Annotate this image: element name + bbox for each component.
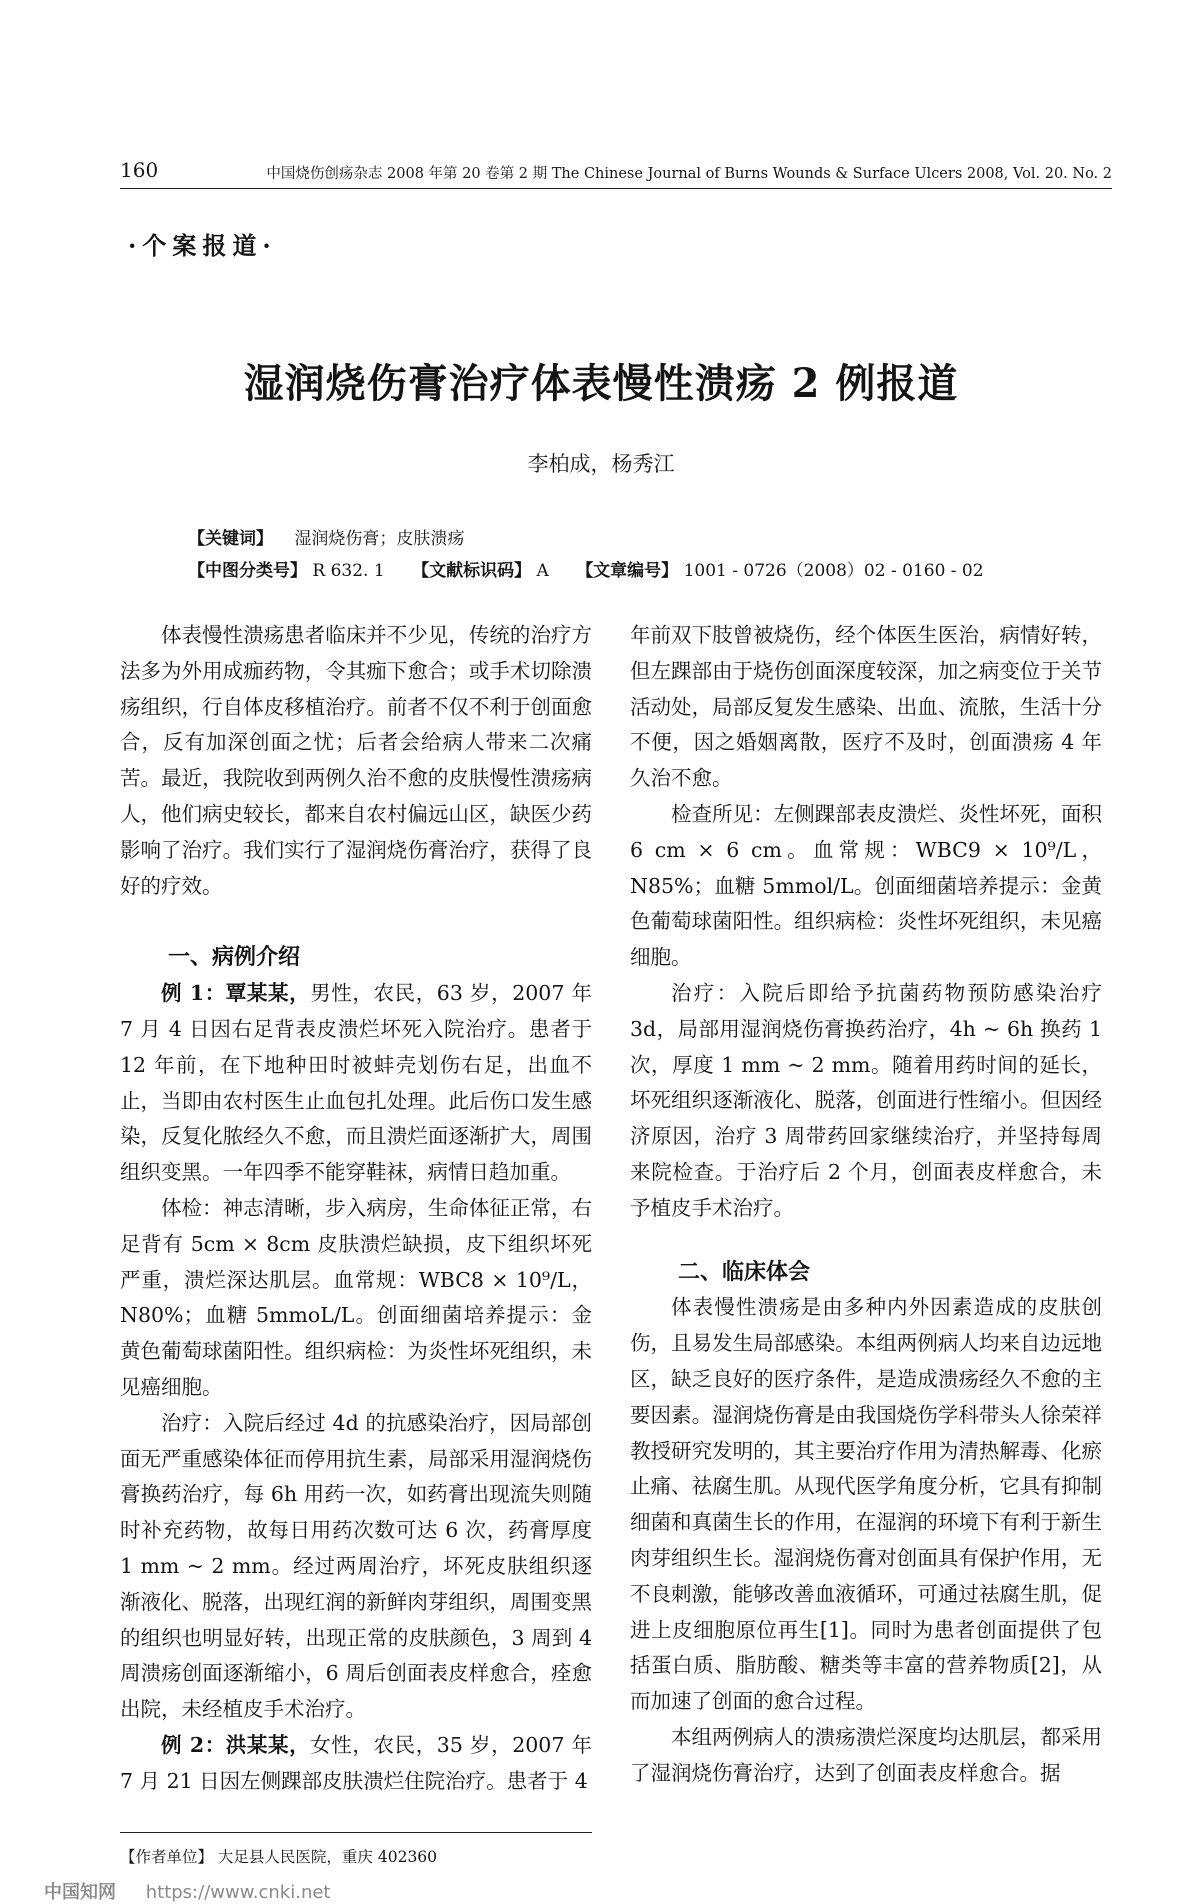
right-column [630, 618, 1102, 1792]
case2-lead: 例 2：洪某某， [161, 1732, 311, 1757]
case1-paragraph [120, 976, 592, 1191]
section-heading-discussion: 二、临床体会 [678, 1259, 811, 1285]
case2-paragraph [120, 1728, 592, 1800]
cnki-url: https://www.cnki.net [145, 1882, 331, 1903]
class-label: 【中图分类号】 [188, 561, 307, 581]
discussion-paragraph-2: 本组两例病人的溃疡溃烂深度均达肌层，都采用了湿润烧伤膏治疗，达到了创面表皮样愈合。据 [630, 1724, 1102, 1785]
article-title: 湿润烧伤膏治疗体表慢性溃疡 2 例报道 [243, 360, 959, 407]
treat2-paragraph: 治疗：入院后即给予抗菌药物预防感染治疗 3d，局部用湿润烧伤膏换药治疗，4h ~ 6h 换药 1 次，厚度 1 mm ~ 2 mm。随着用药时间的延长，坏死组织逐渐液化、脱落，创面进行性缩小。但因经济原因，治疗 3 周带药回家继续治疗，并坚持每周来院检查。于治疗后 2 个月，创面表皮样愈合，未予植皮手术治疗。 [630, 980, 1102, 1220]
discussion-paragraph-1: 体表慢性溃疡是由多种内外因素造成的皮肤创伤，且易发生局部感染。本组两例病人均来自边远地区，缺乏良好的医疗条件，是造成溃疡经久不愈的主要因素。湿润烧伤膏是由我国烧伤学科带头人徐荣祥教授研究发明的，其主要治疗作用为清热解毒、化瘀止痛、祛腐生肌。从现代医学角度分析，它具有抑制细菌和真菌生长的作用，在湿润的环境下有利于新生肉芽组织生长。湿润烧伤膏对创面具有保护作用，无不良刺激，能够改善血液循环，可通过祛腐生肌，促进上皮细胞原位再生[1]。同时为患者创面提供了包括蛋白质、脂肪酸、糖类等丰富的营养物质[2]，从而加速了创面的愈合过程。 [630, 1295, 1102, 1714]
intro-paragraph: 体表慢性溃疡患者临床并不少见，传统的治疗方法多为外用成痂药物，令其痂下愈合；或手术切除溃疡组织，行自体皮移植治疗。前者不仅不利于创面愈合，反有加深创面之忧；后者会给病人带来二次痛苦。最近，我院收到两例久治不愈的皮肤慢性溃疡病人，他们病史较长，都来自农村偏远山区，缺医少药影响了治疗。我们实行了湿润烧伤膏治疗，获得了良好的疗效。 [120, 623, 592, 898]
classification-line [188, 556, 984, 581]
running-header [120, 158, 1112, 189]
section-heading-cases: 一、病例介绍 [168, 945, 301, 971]
exam2-paragraph: 检查所见：左侧踝部表皮溃烂、炎性坏死，面积 6 cm × 6 cm。血常规：WBC9 × 10⁹/L，N85%；血糖 5mmol/L。创面细菌培养提示：金黄色葡萄球菌阳性。组织病检：炎性坏死组织，未见癌细胞。 [630, 801, 1102, 970]
keywords-line [188, 524, 464, 549]
journal-info: 中国烧伤创疡杂志 2008 年第 20 卷第 2 期 The Chinese Journal of Burns Wounds & Surface Ulcers 2008, Vol. 20. No. 2 [266, 166, 1112, 182]
exam1-paragraph: 体检：神志清晰，步入病房，生命体征正常，右足背有 5cm × 8cm 皮肤溃烂缺损，皮下组织坏死严重，溃烂深达肌层。血常规：WBC8 × 10⁹/L，N80%；血糖 5mmoL/L。创面细菌培养提示：金黄色葡萄球菌阳性。组织病检：为炎性坏死组织，未见癌细胞。 [120, 1195, 592, 1399]
case1-lead: 例 1：覃某某， [161, 981, 311, 1006]
doc-value: A [536, 561, 549, 581]
case2-continued: 年前双下肢曾被烧伤，经个体医生医治，病情好转，但左踝部由于烧伤创面深度较深，加之病变位于关节活动处，局部反复发生感染、出血、流脓，生活十分不便，因之婚姻离散，医疗不及时，创面溃疡 4 年久治不愈。 [630, 623, 1102, 791]
left-column [120, 618, 592, 1800]
cnki-logo: 中国知网 [44, 1882, 116, 1903]
keywords-label: 【关键词】 [188, 529, 273, 549]
class-value: R 632. 1 [312, 561, 385, 581]
authors: 李柏成，杨秀江 [527, 452, 675, 476]
page-number: 160 [120, 158, 159, 182]
doc-label: 【文献标识码】 [412, 561, 532, 581]
article-label: 【文章编号】 [576, 561, 679, 581]
article-value: 1001 - 0726（2008）02 - 0160 - 02 [683, 561, 984, 581]
case2-text: 女性，农民，35 岁，2007 年 7 月 21 日因左侧踝部皮肤溃烂住院治疗。患者于 4 [120, 1732, 592, 1793]
cnki-watermark [44, 1878, 330, 1904]
keywords: 湿润烧伤膏；皮肤溃疡 [294, 529, 465, 549]
section-tag: ·个案报道· [128, 231, 277, 260]
author-affiliation: 【作者单位】 大足县人民医院，重庆 402360 [120, 1848, 438, 1866]
treat1-paragraph: 治疗：入院后经过 4d 的抗感染治疗，因局部创面无严重感染体征而停用抗生素，局部采用湿润烧伤膏换药治疗，每 6h 用药一次，如药膏出现流失则随时补充药物，故每日用药次数可达 6 次，药膏厚度 1 mm ~ 2 mm。经过两周治疗，坏死皮肤组织逐渐液化、脱落，出现红润的新鲜肉芽组织，周围变黑的组织也明显好转，出现正常的皮肤颜色，3 周到 4 周溃疡创面逐渐缩小，6 周后创面表皮样愈合，痊愈出院，未经植皮手术治疗。 [120, 1410, 592, 1722]
footnote-divider [120, 1832, 592, 1833]
case1-text: 男性，农民，63 岁，2007 年 7 月 4 日因右足背表皮溃烂坏死入院治疗。患者于 12 年前，在下地种田时被蚌壳划伤右足，出血不止，当即由农村医生止血包扎处理。此后伤口发生感染，反复化脓经久不愈，而且溃烂面逐渐扩大，周围组织变黑。一年四季不能穿鞋袜，病情日趋加重。 [120, 981, 592, 1185]
